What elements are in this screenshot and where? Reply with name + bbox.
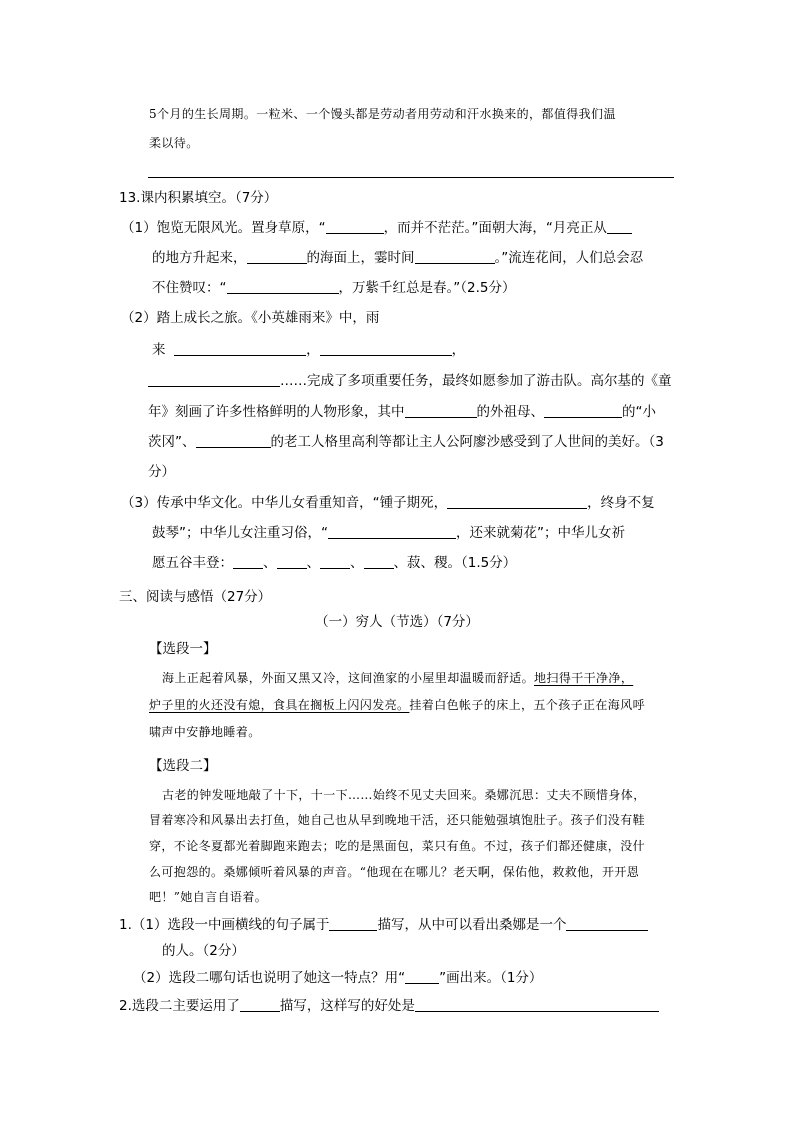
text: 的海面上，霎时间	[306, 250, 415, 266]
text: 。”流连花间，人们总会忍	[494, 250, 644, 266]
text: 描写，这样写的好处是	[279, 998, 415, 1014]
q13-2-line-d	[148, 404, 656, 420]
text: 、	[306, 555, 320, 571]
text: ，万紫千红总是春。”（2.5分）	[338, 280, 516, 296]
text: 菽、稷。（1.5分）	[407, 555, 517, 571]
fill-blank[interactable]	[277, 556, 307, 569]
q13-2-line-c	[148, 373, 672, 389]
selection-1-label: 【选段一】	[149, 641, 217, 657]
fill-blank[interactable]	[328, 526, 456, 539]
text: 、	[263, 555, 277, 571]
selection-2-line-1: 古老的钟发哑地敲了十下，十一下……始终不见丈夫回来。桑娜沉思：丈夫不顾惜身体，	[162, 788, 646, 802]
q13-1-line-c	[152, 280, 515, 296]
fill-blank[interactable]	[326, 221, 384, 234]
selection-2-line-4: 么可抱怨的。桑娜倾听着风暴的声音。“他现在在哪儿？老天啊，保佑他，救救他，开开恩	[149, 865, 640, 879]
reading-subtitle: （一）穷人（节选）（7分）	[315, 614, 479, 630]
fill-blank[interactable]	[227, 281, 339, 294]
fill-blank[interactable]	[405, 971, 439, 984]
text: ，还来就菊花”；中华儿女祈	[456, 525, 625, 541]
text: 海上正起着风暴，外面又黑又冷，这间渔家的小屋里却温暖而舒适。	[162, 671, 535, 685]
text: ”画出来。（1分）	[439, 970, 543, 986]
q13-3-line-a	[121, 495, 655, 511]
q13-3-line-b	[152, 525, 625, 541]
q13-2-line-f: 分）	[148, 464, 175, 480]
fill-blank[interactable]	[415, 251, 495, 264]
fill-blank[interactable]	[364, 556, 394, 569]
q1-line-c	[133, 970, 542, 986]
answer-line	[148, 177, 674, 178]
q13-title: 13.课内积累填空。（7分）	[119, 190, 278, 206]
q13-1-line-a	[121, 220, 632, 236]
text: （2）选段二哪句话也说明了她这一特点？用“	[133, 970, 406, 986]
selection-2-line-5: 吧！”她自言自语着。	[149, 890, 268, 904]
fill-blank[interactable]	[447, 496, 587, 509]
fill-blank[interactable]	[247, 251, 307, 264]
text: 的地方升起来，	[152, 250, 247, 266]
text: 、	[350, 555, 364, 571]
text: ……完成了多项重要任务，最终如愿参加了游击队。高尔基的《童	[280, 373, 672, 389]
q2-line-a	[119, 998, 659, 1014]
fill-blank[interactable]	[566, 918, 648, 931]
selection-2-label: 【选段二】	[149, 758, 217, 774]
text: 茨冈”、	[148, 434, 196, 450]
text: 来	[152, 342, 166, 358]
fill-blank[interactable]	[240, 999, 280, 1012]
selection-1-line-2	[149, 697, 645, 713]
text: （3）传承中华文化。中华儿女看重知音，“锺子期死，	[121, 495, 448, 511]
text: 的老工人格里高利等都让主人公阿廖沙感受到了人世间的美好。（3	[270, 434, 664, 450]
q13-1-line-b	[152, 250, 643, 266]
passage-tail-line-2: 柔以待。	[149, 136, 199, 150]
text: ，终身不复	[587, 495, 655, 511]
text: （1）饱览无限风光。置身草原，“	[121, 220, 326, 236]
text: 、	[393, 555, 407, 571]
q13-3-line-c	[152, 555, 516, 571]
q1-line-b: 的人。（2分）	[162, 943, 245, 959]
text: ，而并不茫茫。”面朝大海，“月亮正从	[383, 220, 607, 236]
text: ，	[306, 342, 320, 358]
passage-tail-line-1: 5个月的生长周期。一粒米、一个馒头都是劳动者用劳动和汗水换来的，都值得我们温	[149, 107, 616, 121]
fill-blank[interactable]	[405, 405, 477, 418]
fill-blank[interactable]	[544, 405, 622, 418]
fill-blank[interactable]	[174, 343, 306, 356]
text: 描写，从中可以看出桑娜是一个	[377, 917, 567, 933]
text: 年》刻画了许多性格鲜明的人物形象，其中	[148, 404, 405, 420]
fill-blank[interactable]	[148, 374, 280, 387]
underlined-sentence: 地扫得干干净净，	[534, 671, 634, 685]
fill-blank[interactable]	[320, 556, 350, 569]
text: 鼓琴”；中华儿女注重习俗，“	[152, 525, 328, 541]
selection-2-line-3: 穿，不论冬夏都光着脚跑来跑去；吃的是黑面包，菜只有鱼。不过，孩子们都还健康，没什	[149, 839, 646, 853]
fill-blank[interactable]	[415, 999, 659, 1012]
q1-line-a	[119, 917, 648, 933]
selection-1-line-1	[162, 670, 633, 686]
text: 愿五谷丰登：	[152, 555, 233, 571]
text: 2.选段二主要运用了	[119, 998, 240, 1014]
underlined-sentence: 炉子里的火还没有熄，食具在搁板上闪闪发亮。	[149, 698, 410, 712]
fill-blank[interactable]	[329, 918, 377, 931]
text: 的外祖母、	[476, 404, 544, 420]
section-3-title: 三、阅读与感悟（27分）	[119, 589, 272, 605]
text: 的“小	[622, 404, 656, 420]
fill-blank[interactable]	[320, 343, 452, 356]
q13-2-line-e	[148, 434, 664, 450]
text: ，	[451, 342, 466, 358]
q13-2-line-a: （2）踏上成长之旅。《小英雄雨来》中，雨	[121, 310, 380, 326]
text: 不住赞叹：“	[152, 280, 227, 296]
selection-2-line-2: 冒着寒冷和风暴出去打鱼，她自己也从早到晚地干活，还只能勉强填饱肚子。孩子们没有鞋	[149, 813, 646, 827]
text: 挂着白色帐子的床上，五个孩子正在海风呼	[409, 698, 646, 712]
q13-2-line-b	[152, 342, 465, 358]
text: 1.（1）选段一中画横线的句子属于	[119, 917, 330, 933]
selection-1-line-3: 啸声中安静地睡着。	[149, 725, 261, 739]
fill-blank[interactable]	[233, 556, 263, 569]
fill-blank[interactable]	[607, 221, 632, 234]
fill-blank[interactable]	[196, 435, 271, 448]
